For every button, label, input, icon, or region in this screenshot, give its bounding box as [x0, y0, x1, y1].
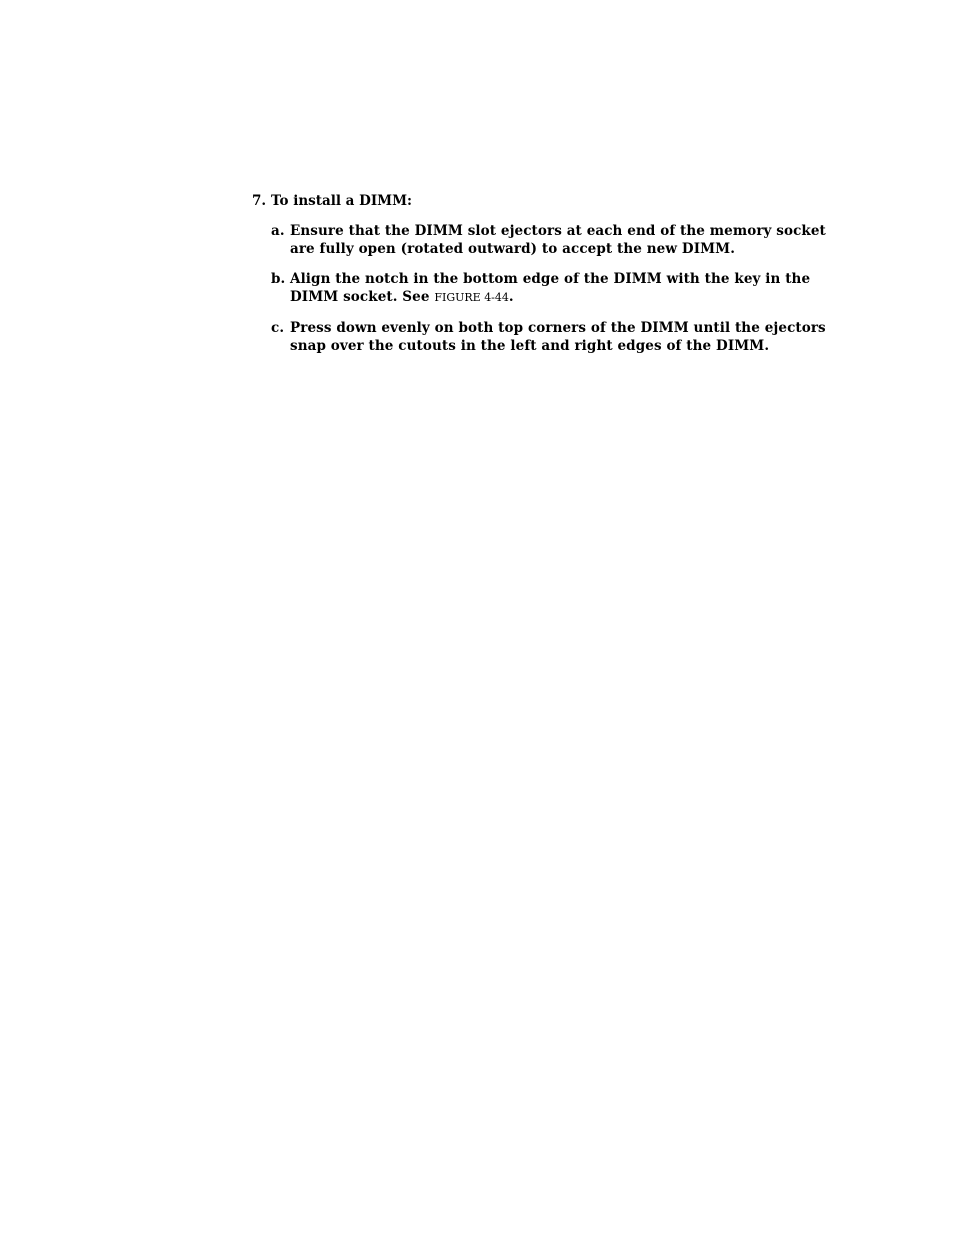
substep-letter: a.	[271, 223, 285, 239]
substep-b	[271, 270, 852, 307]
substep-text-suffix: .	[508, 289, 514, 305]
substep-text: Ensure that the DIMM slot ejectors at each end of the memory socket are fully open (rotated outward) to accept the new DIMM.	[290, 223, 826, 257]
document-body	[252, 192, 852, 367]
substep-text-main: Align the notch in the bottom edge of the DIMM with the key in the DIMM socket. See	[290, 271, 811, 305]
substep-c	[271, 319, 852, 355]
substep-letter: b.	[271, 271, 286, 287]
substep-list	[271, 222, 852, 355]
substep-text	[290, 270, 852, 307]
step-7	[252, 192, 852, 210]
step-number: 7.	[252, 193, 267, 209]
substep-a	[271, 222, 852, 258]
substep-letter: c.	[271, 320, 285, 336]
step-title: To install a DIMM:	[271, 193, 413, 209]
figure-reference-link[interactable]: FIGURE 4-44	[434, 291, 509, 304]
substep-text: Press down evenly on both top corners of the DIMM until the ejectors snap over the cutouts in the left and right edges of the DIMM.	[290, 320, 826, 354]
